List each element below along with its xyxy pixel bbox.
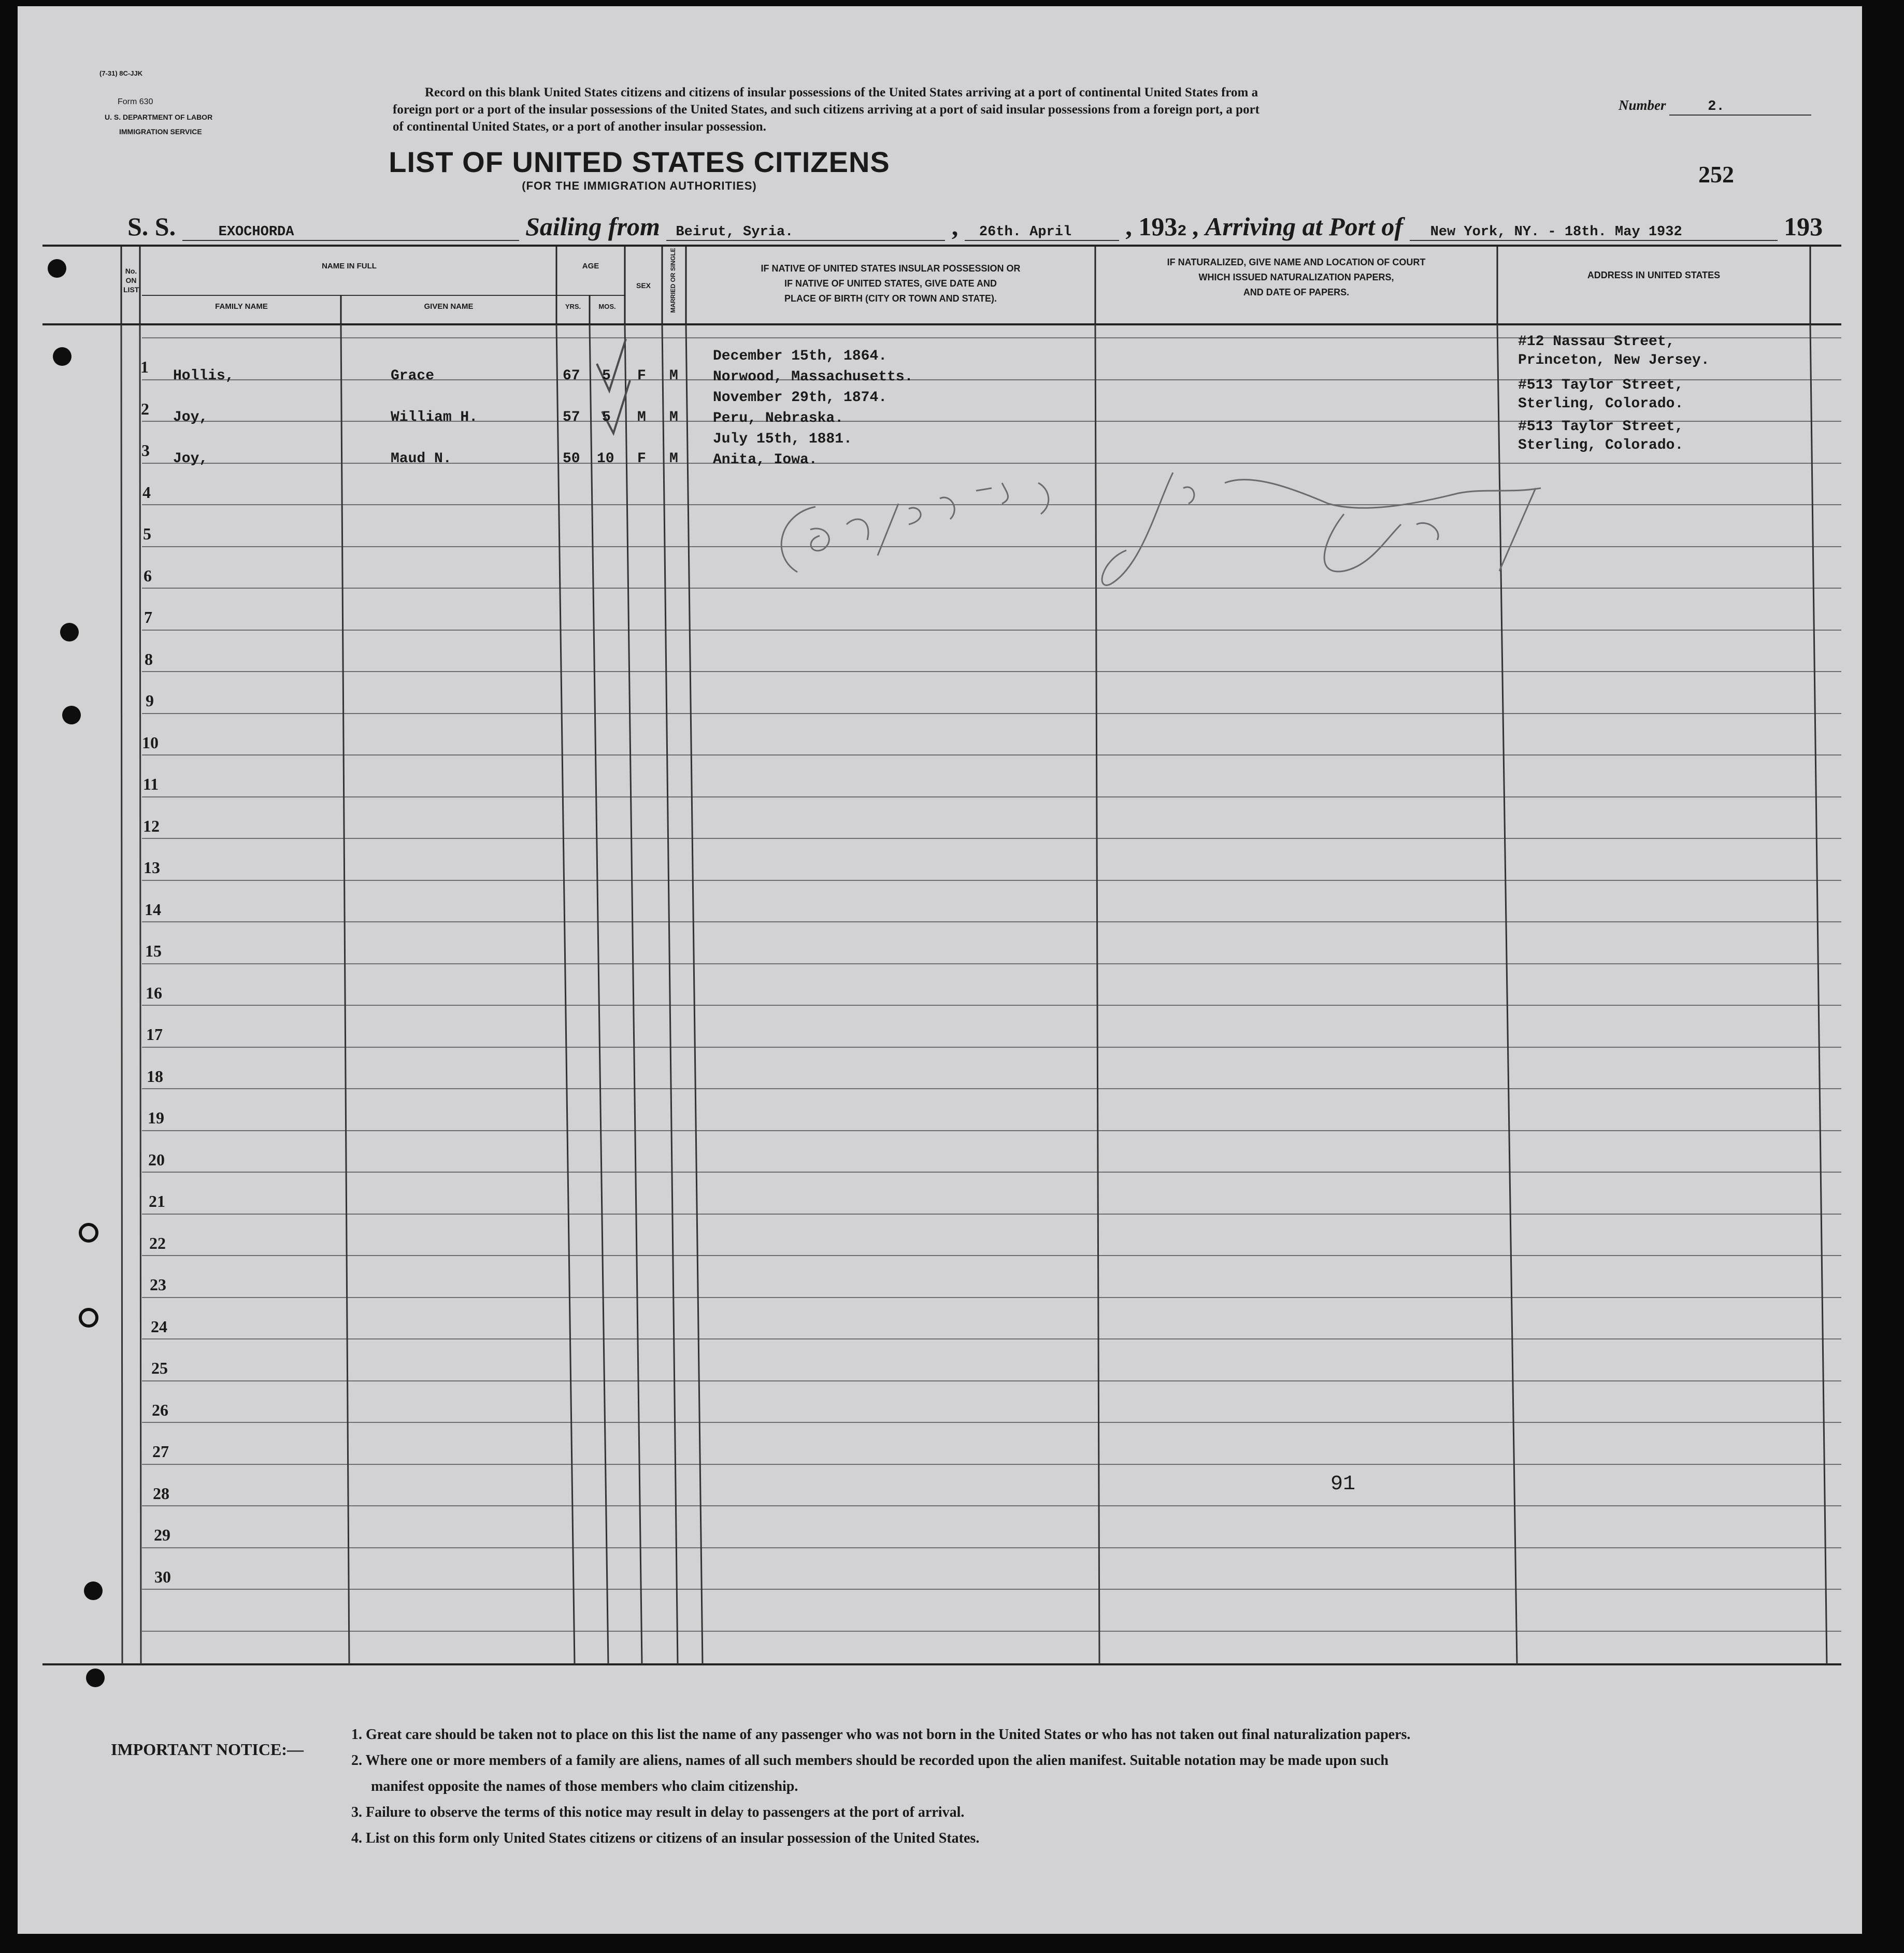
notice-item-3: 3. Failure to observe the terms of this notice may result in delay to passengers at the port of arrival. — [351, 1804, 965, 1820]
sailing-date: 26th. April — [965, 224, 1119, 241]
punch-hole — [48, 259, 66, 278]
row-number: 25 — [151, 1359, 168, 1377]
marital-status: M — [669, 451, 678, 467]
given-name: William H. — [391, 409, 478, 425]
family-name: Joy, — [173, 409, 208, 425]
row-number: 19 — [148, 1108, 164, 1127]
birth-info — [713, 429, 852, 471]
col-family-name: FAMILY NAME — [215, 302, 268, 311]
row-number: 18 — [147, 1067, 163, 1086]
service-name: IMMIGRATION SERVICE — [119, 127, 202, 136]
ss-label: S. S. — [127, 212, 176, 241]
row-number: 24 — [151, 1317, 167, 1336]
birth-date: November 29th, 1874. — [713, 390, 887, 406]
us-address: #513 Taylor Street, Sterling, Colorado. — [1518, 419, 1684, 453]
instructions-text: Record on this blank United States citizens and citizens of insular possessions of the United States arriving at a port of continental United States from a foreign port or a port of the insular possessions of the United States, and such citizens arriving at a port of said insular possessions from a foreign port, a port of continental United States, or a port of another insular possession. — [393, 85, 1259, 134]
birth-info — [713, 388, 887, 429]
row-number: 22 — [149, 1234, 166, 1252]
punch-hole — [79, 1308, 98, 1328]
col-married-or-single: MARRIED OR SINGLE — [669, 248, 677, 313]
arrival-port: New York, NY. - 18th. May 1932 — [1410, 224, 1778, 241]
us-address: #513 Taylor Street, Sterling, Colorado. — [1518, 377, 1684, 412]
row-number: 7 — [144, 608, 152, 626]
form-number: Form 630 — [118, 97, 153, 106]
sex: F — [637, 368, 646, 384]
notice-item-1: 1. Great care should be taken not to place on this list the name of any passenger who was not born in the United States or who has not taken out final naturalization papers. — [351, 1727, 1411, 1743]
arriving-label: , Arriving at Port of — [1193, 212, 1404, 241]
page-title: LIST OF UNITED STATES CITIZENS — [389, 146, 890, 178]
age-years: 50 — [563, 451, 580, 467]
form-code: (7-31) 8C-JJK — [99, 69, 143, 77]
row-number: 1 — [140, 358, 149, 376]
given-name: Grace — [391, 368, 435, 384]
age-months: 5 — [602, 409, 611, 425]
punch-hole — [86, 1669, 105, 1687]
col-naturalized: IF NATURALIZED, GIVE NAME AND LOCATION OF COURT WHICH ISSUED NATURALIZATION PAPERS, AND DATE OF PAPERS. — [1167, 257, 1426, 297]
age-years: 67 — [563, 368, 580, 384]
family-name: Joy, — [173, 451, 208, 467]
row-number: 21 — [149, 1192, 165, 1210]
row-number: 13 — [144, 858, 160, 877]
birth-place: Anita, Iowa. — [713, 452, 818, 468]
department-name: U. S. DEPARTMENT OF LABOR — [105, 113, 213, 121]
row-number: 14 — [145, 900, 161, 919]
col-native-birth: IF NATIVE OF UNITED STATES INSULAR POSSESSION OR IF NATIVE OF UNITED STATES, GIVE DATE AND PLACE OF BIRTH (CITY OR TOWN AND STATE). — [761, 263, 1021, 304]
notice-item-4: 4. List on this form only United States citizens or citizens of an insular possession of the United States. — [351, 1830, 980, 1846]
col-no-on-list: No. ON LIST — [123, 267, 139, 294]
row-number: 20 — [148, 1150, 165, 1169]
stamp-number: 91 — [1330, 1473, 1356, 1496]
birth-place: Norwood, Massachusetts. — [713, 369, 913, 385]
notice-item-2: 2. Where one or more members of a family are aliens, names of all such members should be recorded upon the alien manifest. Suitable notation may be made upon such — [351, 1752, 1388, 1769]
sailing-label: Sailing from — [525, 212, 660, 241]
age-months: 5 — [602, 368, 611, 384]
birth-date: July 15th, 1881. — [713, 431, 852, 447]
row-number: 23 — [150, 1275, 166, 1294]
col-given-name: GIVEN NAME — [424, 302, 474, 311]
number-value: 2. — [1669, 99, 1811, 116]
row-number: 6 — [144, 566, 152, 585]
sailing-from: Beirut, Syria. — [666, 224, 945, 241]
row-number: 16 — [146, 983, 162, 1002]
age-years: 57 — [563, 409, 580, 425]
sailing-year: , 1932 — [1125, 212, 1187, 241]
birth-date: December 15th, 1864. — [713, 348, 887, 364]
ship-name: EXOCHORDA — [182, 224, 519, 241]
sex: F — [637, 451, 646, 467]
row-number: 5 — [143, 524, 151, 543]
row-number: 27 — [152, 1442, 169, 1461]
row-number: 10 — [142, 733, 159, 752]
marital-status: M — [669, 368, 678, 384]
punch-hole — [62, 706, 81, 724]
col-mos: MOS. — [598, 303, 616, 310]
marital-status: M — [669, 409, 678, 425]
sex: M — [637, 409, 646, 425]
birth-info — [713, 346, 913, 388]
row-number: 3 — [141, 441, 150, 460]
page-number: 252 — [1698, 161, 1734, 188]
notice-item-2-continued: manifest opposite the names of those members who claim citizenship. — [371, 1778, 798, 1794]
row-number: 9 — [146, 691, 154, 710]
voyage-line: S. S. EXOCHORDA Sailing from Beirut, Syria. , 26th. April , 1932 , Arriving at Port of New York, NY. - 18th. May 1932 193 — [127, 212, 1823, 241]
col-sex: SEX — [636, 281, 651, 290]
birth-place: Peru, Nebraska. — [713, 410, 844, 426]
row-number: 11 — [142, 775, 159, 793]
row-number: 17 — [146, 1025, 163, 1044]
manifest-sheet — [18, 6, 1862, 1934]
punch-hole — [53, 347, 71, 366]
punch-hole — [79, 1223, 98, 1243]
row-number: 29 — [154, 1526, 170, 1544]
col-yrs: YRS. — [565, 303, 581, 310]
family-name: Hollis, — [173, 368, 234, 384]
row-number: 4 — [142, 483, 151, 502]
punch-hole — [60, 623, 79, 642]
arrival-year: 193 — [1784, 212, 1823, 241]
page-subtitle: (FOR THE IMMIGRATION AUTHORITIES) — [522, 179, 757, 192]
given-name: Maud N. — [391, 451, 452, 467]
row-number: 12 — [143, 817, 160, 835]
col-age: AGE — [582, 262, 599, 270]
col-name-in-full: NAME IN FULL — [322, 262, 377, 270]
col-address: ADDRESS IN UNITED STATES — [1587, 270, 1721, 280]
age-months: 10 — [597, 451, 614, 467]
number-label: Number — [1619, 97, 1666, 113]
punch-hole — [84, 1581, 103, 1600]
row-number: 2 — [141, 400, 149, 418]
row-number: 26 — [152, 1401, 168, 1419]
row-number: 28 — [153, 1484, 169, 1503]
us-address: #12 Nassau Street, Princeton, New Jersey. — [1518, 334, 1710, 368]
row-number: 15 — [145, 942, 162, 960]
notice-label: IMPORTANT NOTICE:— — [111, 1740, 304, 1759]
row-number: 8 — [145, 650, 153, 668]
row-number: 30 — [154, 1567, 171, 1586]
